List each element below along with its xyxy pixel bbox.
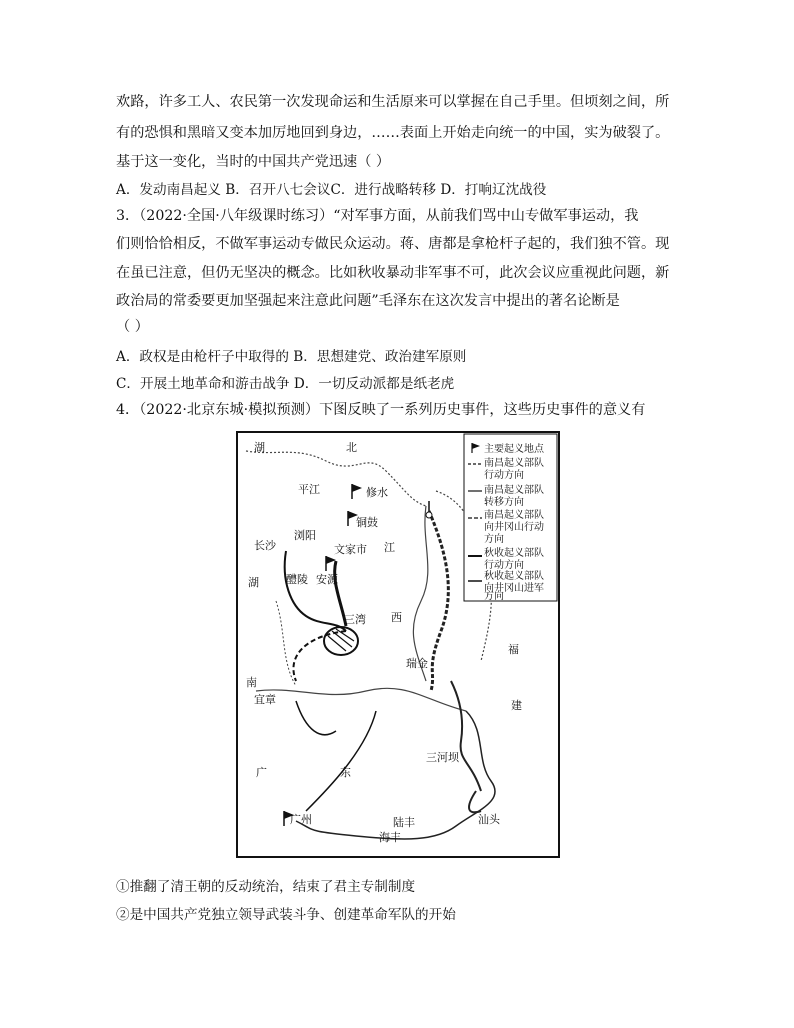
label-jiang: 江 bbox=[384, 541, 395, 554]
legend-item-5b: 行动方向 bbox=[484, 560, 524, 571]
place-pingjiang: 平江 bbox=[298, 483, 320, 496]
label-bei: 北 bbox=[346, 441, 357, 454]
label-hu2: 湖 bbox=[248, 576, 259, 589]
legend-item-6b: 向井冈山进军 bbox=[484, 583, 544, 594]
uprisings-map bbox=[236, 431, 560, 858]
place-lufeng: 陆丰 bbox=[393, 816, 415, 829]
legend-item-4b: 向井冈山行动 bbox=[484, 522, 544, 533]
legend-item-3a: 南昌起义部队 bbox=[484, 485, 544, 496]
label-hu1: 湖 bbox=[254, 441, 265, 454]
label-fu: 福 bbox=[508, 643, 519, 656]
legend-item-6c: 方向 bbox=[484, 591, 504, 602]
question-4-stem: 4．（2022·北京东城·模拟预测）下图反映了一系列历史事件，这些历史事件的意义有 bbox=[116, 402, 646, 418]
question-4-item-1: ①推翻了清王朝的反动统治，结束了君主专制制度 bbox=[116, 879, 416, 895]
map-drawing bbox=[236, 431, 560, 858]
place-tonggu: 铜鼓 bbox=[356, 516, 378, 529]
question-4-item-2: ②是中国共产党独立领导武装斗争、创建革命军队的开始 bbox=[116, 907, 456, 923]
place-xiushui: 修水 bbox=[366, 486, 388, 499]
place-anyuan: 安源 bbox=[316, 573, 338, 586]
question-3-options-ab: A．政权是由枪杆子中取得的 B．思想建党、政治建军原则 bbox=[116, 349, 467, 365]
legend-item-2b: 行动方向 bbox=[484, 470, 524, 481]
label-dong: 东 bbox=[340, 766, 351, 779]
legend-item-4c: 方向 bbox=[484, 534, 504, 545]
place-ruijin: 瑞金 bbox=[406, 657, 428, 670]
place-wenjiashi: 文家市 bbox=[334, 543, 367, 556]
legend-item-6a: 秋收起义部队 bbox=[484, 571, 544, 582]
place-liuyang: 浏阳 bbox=[294, 529, 316, 542]
place-yizhang: 宜章 bbox=[254, 693, 276, 706]
legend-item-1: 主要起义地点 bbox=[484, 444, 544, 455]
place-guangzhou: 广州 bbox=[290, 813, 312, 826]
question-2-options: A．发动南昌起义 B．召开八七会议C．进行战略转移 D．打响辽沈战役 bbox=[116, 182, 547, 198]
label-nan1: 南 bbox=[246, 676, 257, 689]
legend-item-2a: 南昌起义部队 bbox=[484, 458, 544, 469]
label-jian: 建 bbox=[511, 699, 522, 712]
question-3-answer-bracket: （ ） bbox=[116, 319, 149, 335]
place-haifeng: 海丰 bbox=[379, 831, 401, 844]
place-sanwan: 三湾 bbox=[344, 613, 366, 626]
place-shantou: 汕头 bbox=[478, 813, 500, 826]
place-liling: 醴陵 bbox=[286, 573, 308, 586]
legend-item-3b: 转移方向 bbox=[484, 497, 524, 508]
question-3-line-4: 政治局的常委要更加坚强起来注意此问题”毛泽东在这次发言中提出的著名论断是 bbox=[116, 293, 620, 309]
legend-item-4a: 南昌起义部队 bbox=[484, 510, 544, 521]
place-changsha: 长沙 bbox=[254, 539, 276, 552]
question-3-line-3: 在虽已注意，但仍无坚决的概念。比如秋收暴动非军事不可，此次会议应重视此问题，新 bbox=[116, 265, 670, 281]
question-3-line-1: 3．（2022·全国·八年级课时练习）“对军事方面，从前我们骂中山专做军事运动，我 bbox=[116, 208, 639, 224]
label-guang: 广 bbox=[256, 766, 267, 779]
passage-line-3: 基于这一变化，当时的中国共产党迅速（ ） bbox=[116, 154, 391, 170]
passage-line-2: 有的恐惧和黑暗又变本加厉地回到身边，……表面上开始走向统一的中国，实为破裂了。 bbox=[116, 125, 670, 141]
question-3-options-cd: C．开展土地革命和游击战争 D．一切反动派都是纸老虎 bbox=[116, 376, 455, 392]
question-3-line-2: 们则恰恰相反，不做军事运动专做民众运动。蒋、唐都是拿枪杆子起的，我们独不管。现 bbox=[116, 236, 670, 252]
passage-line-1: 欢路，许多工人、农民第一次发现命运和生活原来可以掌握在自己手里。但顷刻之间，所 bbox=[116, 94, 670, 110]
legend-item-5a: 秋收起义部队 bbox=[484, 548, 544, 559]
label-xi: 西 bbox=[391, 611, 402, 624]
place-sanheba: 三河坝 bbox=[426, 751, 459, 764]
